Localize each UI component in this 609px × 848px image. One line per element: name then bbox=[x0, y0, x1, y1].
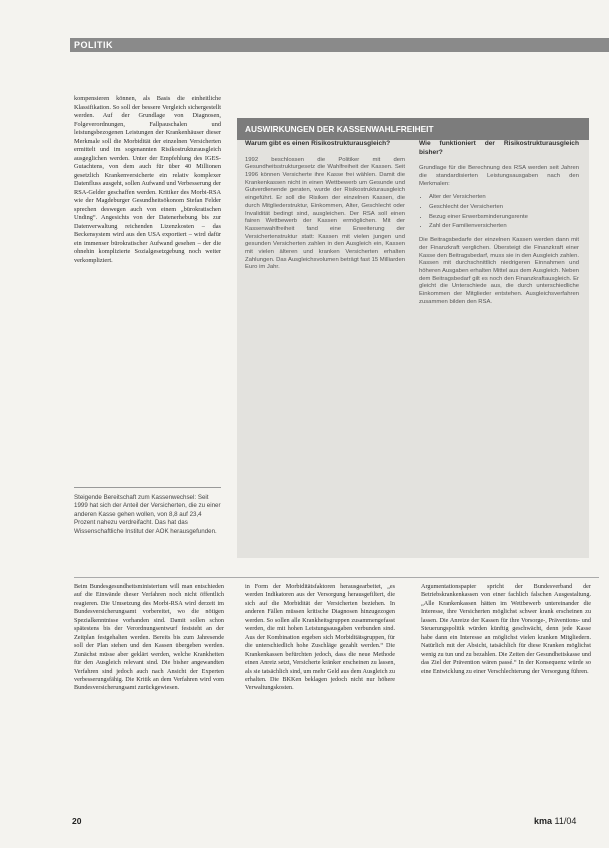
info-box bbox=[237, 118, 589, 558]
info-box-text-2: Die Beitragsbedarfe der einzelnen Kassen werden dann mit der Finanzkraft verglichen. Übersteigt die Finanzkraft einer Kasse den Beitragsbedarf, muss sie in den Ausgleich zahlen. Kassen mit durchschnittlich niedrigeren Einnahmen und höheren Ausgaben erhalten Mittel aus dem Ausgleich. Neben dem Beitragsbedarf gilt es noch den Finanzkraftausgleich. Er gleicht die Unterschiede aus, die durch unterschiedliche Einkommen der Mitglieder entstehen. Ausgleichsverfahren zusammen bilden den RSA. bbox=[419, 237, 579, 305]
divider bbox=[74, 577, 599, 578]
section-title: POLITIK bbox=[74, 40, 113, 50]
info-box-intro-2: Grundlage für die Berechnung des RSA werden seit Jahren die standardisierten Leistungsausgaben nach den Merkmalen: bbox=[419, 165, 579, 187]
criteria-list bbox=[419, 194, 579, 231]
list-item: • Bezug einer Erwerbsminderungsrente bbox=[429, 214, 579, 222]
info-box-heading-1: Warum gibt es einen Risikostrukturausgleich? bbox=[245, 140, 391, 147]
list-item: • Zahl der Familienversicherten bbox=[429, 223, 579, 231]
pull-quote: Steigende Bereitschaft zum Kassenwechsel: Seit 1999 hat sich der Anteil der Versicherten, die zu einer anderen Kasse gehen wollen, von 8,8 auf 23,4 Prozent nahezu verdreifacht. Das hat das Wissenschaftliche Institut der AOK herausgefunden. bbox=[74, 487, 221, 536]
info-box-column-2 bbox=[419, 140, 579, 312]
issue-number: 11/04 bbox=[554, 816, 577, 826]
info-box-column-1 bbox=[245, 140, 405, 278]
body-column-3: Argumentationspapier spricht der Bundesverband der Betriebskrankenkassen von einer fachlich falschen Ausgestaltung. „Alle Krankenkassen hätten im Wettbewerb untereinander die Interesse, ihre Versicherten möglichst schwer krank erscheinen zu lassen. Die Anreize der Kassen für ihre Vorsorge-, Präventions- und Steuerungspolitik würden künftig geschwächt, denn jede Kasse habe dann ein Interesse an möglichst vielen kranken Mitgliedern. Natürlich mit der Absicht, tatsächlich für diese Kranken möglichst wenig zu tun und zu bezahlen. Die Zeiten der Gesundheitskasse und das Ziel der Prävention wären passé.“ In der Konsequenz würde so eine Entwicklung zu einer Verschlechterung der Versorgung führen. bbox=[421, 583, 591, 675]
body-column-1: Beim Bundesgesundheitsministerium will man entschieden auf die Einwände dieser Verfahren noch nicht öffentlich reagieren. Die Umsetzung des Morbi-RSA wird derzeit im Bundesversicherungsamt vorbereitet, wo die nötigen Spezialkenntnisse vorhanden sind. Damit sollen schon spätestens bis der Verordnungsentwurf feststeht an der Zeitplan festgehalten werden. Bereits bis zum Jahresende soll der Plan stehen und den Kassen übergeben werden. Zunächst müsse aber geklärt werden, welche Krankheiten für den Ausgleich relevant sind. Die bisher angewandten Verfahren sind jedoch auch nach Ansicht der Experten verbesserungsfähig. Die Kritik an dem Verfahren wird vom Bundesversicherungsamt zurückgewiesen. bbox=[74, 583, 224, 692]
list-item: • Geschlecht der Versicherten bbox=[429, 204, 579, 212]
intro-column: kompensieren können, als Basis die einheitliche Klassifikation. So soll der bessere Vergleich sichergestellt werden. Auf der Grundlage von Diagnosen, Folgeverordnungen, Fallpauschalen und leistungsbezogenen Leistungen der Krankenhäuser dieser Merkmale soll die Morbidität der einzelnen Versicherten ermittelt und im sogenannten Risikostrukturausgleich ausgeglichen werden. Unter der Empfehlung des IGES-Gutachtens, von dem auch für über 40 Millionen gesetzlich Krankenversicherte ein relativ komplexer Datenfluss ausgeht, sollen Aufwand und Verbesserung der RSA-Gelder geschaffen werden. Kritiker des Morbi-RSA wie der Magdeburger Gesundheitsökonom Stefan Felder sprechen deswegen auch von einem „bürokratischen Unding“. Angesichts von der Datenerhebung bis zur Datenverwaltung reichenden Lizenzkosten – das Beckensystem wird aus den USA exportiert – wird dafür ein immenser bürokratischer Aufwand gesehen – der die ohnehin komplizierte Sozialgesetzgebung noch weiter verkompliziert. bbox=[74, 95, 221, 264]
page-number: 20 bbox=[72, 816, 82, 826]
info-box-title: AUSWIRKUNGEN DER KASSENWAHLFREIHEIT bbox=[237, 118, 589, 140]
list-item: • Alter der Versicherten bbox=[429, 194, 579, 202]
info-box-heading-2: Wie funktioniert der Risikostrukturausgleich bisher? bbox=[419, 140, 579, 156]
section-bar bbox=[70, 38, 609, 52]
magazine-footer bbox=[534, 816, 576, 826]
magazine-name: kma bbox=[534, 816, 553, 826]
body-column-2: in Form der Morbiditätsfaktoren herausgearbeitet, „es werden Indikatoren aus der Versorgung herausgefiltert, die sich auf die Morbidität der Versicherten beziehen. In anderen Fällen müssen kritische Diagnosen hinzugezogen werden. So sollen alle Krankheitsgruppen zusammengefasst werden, die mit hohen Leistungsausgaben verbunden sind. Aus der Kombination ergeben sich Morbiditätsgruppen, für die unterschiedlich hohe Zuschläge gezahlt werden.“ Die Krankenkassen befürchten jedoch, dass die neue Methode einen Anreiz setzt, Versicherte kränker erscheinen zu lassen, als sie tatsächlich sind, um mehr Geld aus dem Ausgleich zu erhalten. Die BKKen beklagen jedoch nicht nur höhere Verwaltungskosten. bbox=[245, 583, 395, 692]
info-box-text-1: 1992 beschlossen die Politiker mit dem Gesundheitsstrukturgesetz die Wahlfreiheit der Kassen. Seit 1996 können Versicherte ihre Kasse frei wählen. Damit die Krankenkassen nicht in einen Wettbewerb um Gesunde und Gutverdienende geraten, wurde der Risikostrukturausgleich eingeführt. Er soll die Risiken der einzelnen Kassen, die durch Mitgliederstruktur, Einkommen, Alter, Geschlecht oder Invalidität bedingt sind, ausgleichen. Der RSA soll einen fairen Wettbewerb der Kassen ermöglichen. Mit der Kassenwahlfreiheit fand eine Erweiterung der Versichertenstruktur statt: Kassen mit vielen jungen und gesunden Versicherten zahlen in den Ausgleich ein, Kassen mit vielen älteren und kranken Versicherten erhalten Zahlungen. Das Ausgleichsvolumen beträgt fast 15 Milliarden Euro im Jahr. bbox=[245, 156, 405, 271]
